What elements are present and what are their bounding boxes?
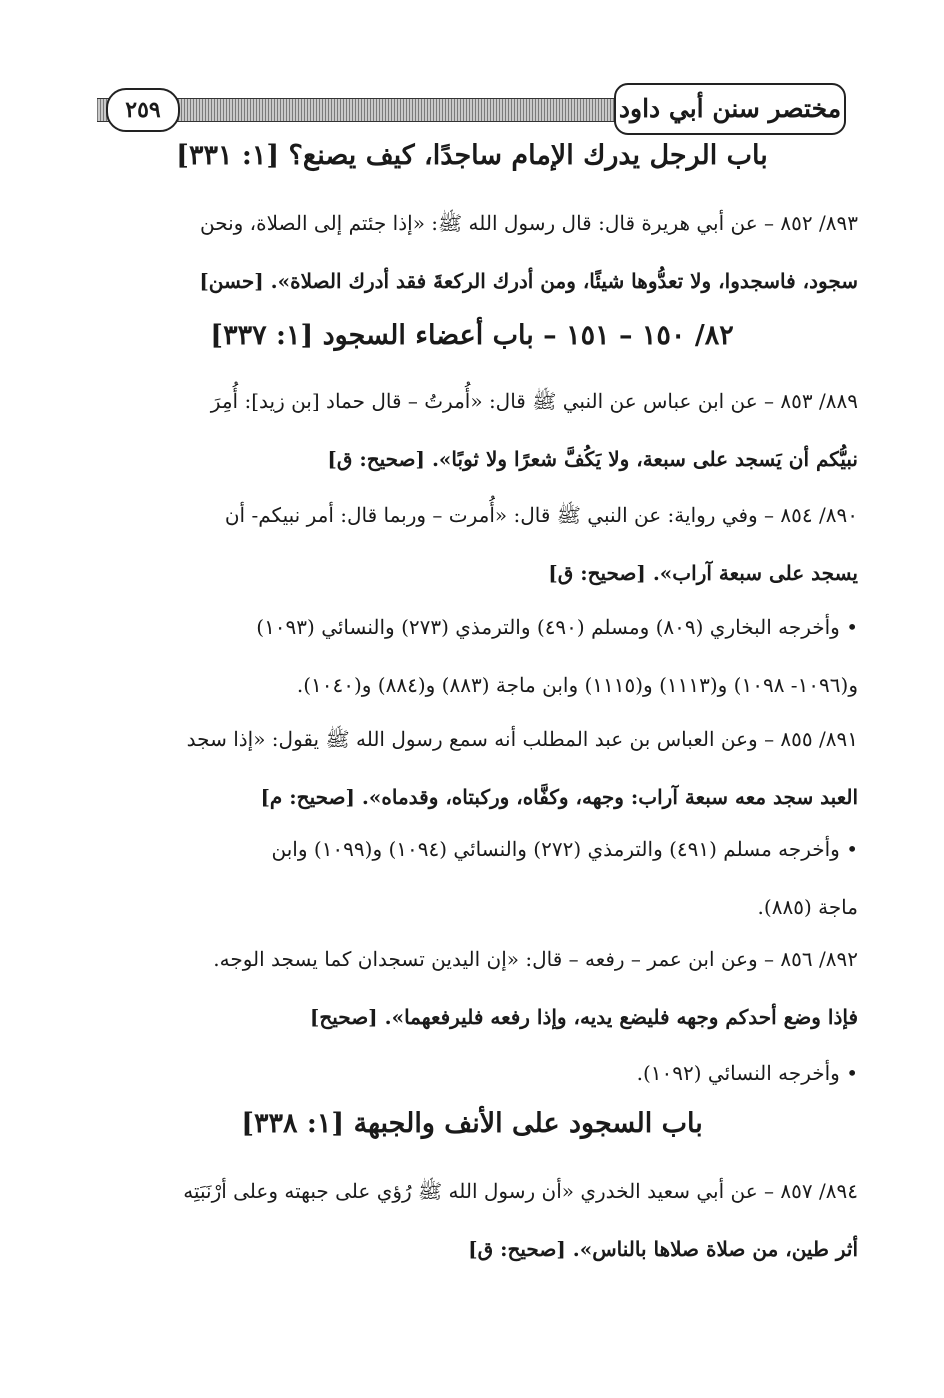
paragraph-line: ٨٩٠/ ٨٥٤ – وفي رواية: عن النبي ﷺ قال: «أُمرت – وربما قال: أمر نبيكم- أن [224,503,858,527]
hadith-paragraph [86,1162,858,1278]
paragraph-line: ٨٩٣/ ٨٥٢ – عن أبي هريرة قال: قال رسول الله ﷺ: «إذا جئتم إلى الصلاة، ونحن [199,211,858,235]
hadith-paragraph [86,710,858,826]
takhrij-note [86,598,858,714]
paragraph-line: نبيُّكم أن يَسجد على سبعة، ولا يَكُفَّ شعرًا ولا ثوبًا». [صحيح: ق] [327,447,858,471]
hadith-paragraph [86,930,858,1046]
hadith-paragraph [86,486,858,602]
paragraph-line: ٨٩١/ ٨٥٥ – وعن العباس بن عبد المطلب أنه سمع رسول الله ﷺ يقول: «إذا سجد [186,727,858,751]
paragraph-line: • وأخرجه البخاري (٨٠٩) ومسلم (٤٩٠) والترمذي (٢٧٣) والنسائي (١٠٩٣) [256,615,858,639]
paragraph-line: ماجة (٨٨٥). [757,895,858,919]
paragraph-line: • وأخرجه مسلم (٤٩١) والترمذي (٢٧٢) والنسائي (١٠٩٤) و(١٠٩٩) وابن [271,837,858,861]
book-title: مختصر سنن أبي داود [614,83,846,135]
section-heading: باب الرجل يدرك الإمام ساجدًا، كيف يصنع؟ [١: ٣٣١] [176,140,768,171]
page-number: ٢٥٩ [106,88,180,132]
section-heading: باب السجود على الأنف والجبهة [١: ٣٣٨] [241,1108,703,1139]
paragraph-line: يسجد على سبعة آراب». [صحيح: ق] [548,561,858,585]
hadith-paragraph [86,372,858,488]
takhrij-note [86,1044,858,1102]
paragraph-line: أثر طين، من صلاة صلاها بالناس». [صحيح: ق] [468,1237,858,1261]
paragraph-line: • وأخرجه النسائي (١٠٩٢). [636,1061,858,1085]
paragraph-line: فإذا وضع أحدكم وجهه فليضع يديه، وإذا رفعه فليرفعهما». [صحيح] [309,1005,858,1029]
takhrij-note [86,820,858,936]
paragraph-line: ٨٨٩/ ٨٥٣ – عن ابن عباس عن النبي ﷺ قال: «أُمرتُ – قال حماد [بن زيد]: أُمِرَ [210,389,858,413]
paragraph-line: سجود، فاسجدوا، ولا تعدُّوها شيئًا، ومن أدرك الركعةَ فقد أدرك الصلاة». [حسن] [199,269,858,293]
paragraph-line: و(١٠٩٦- ١٠٩٨) و(١١١٣) و(١١١٥) وابن ماجة (٨٨٣) و(٨٨٤) و(١٠٤٠). [296,673,858,697]
paragraph-line: ٨٩٤/ ٨٥٧ – عن أبي سعيد الخدري «أن رسول الله ﷺ رُؤي على جبهته وعلى أرْنَبَتِه [183,1179,858,1203]
section-heading: ٨٢/ ١٥٠ – ١٥١ – باب أعضاء السجود [١: ٣٣٧] [210,320,734,351]
paragraph-line: العبد سجد معه سبعة آراب: وجهه، وكفَّاه، وركبتاه، وقدماه». [صحيح: م] [260,785,858,809]
paragraph-line: ٨٩٢/ ٨٥٦ – وعن ابن عمر – رفعه – قال: «إن اليدين تسجدان كما يسجد الوجه. [213,947,858,971]
hadith-paragraph [86,194,858,310]
